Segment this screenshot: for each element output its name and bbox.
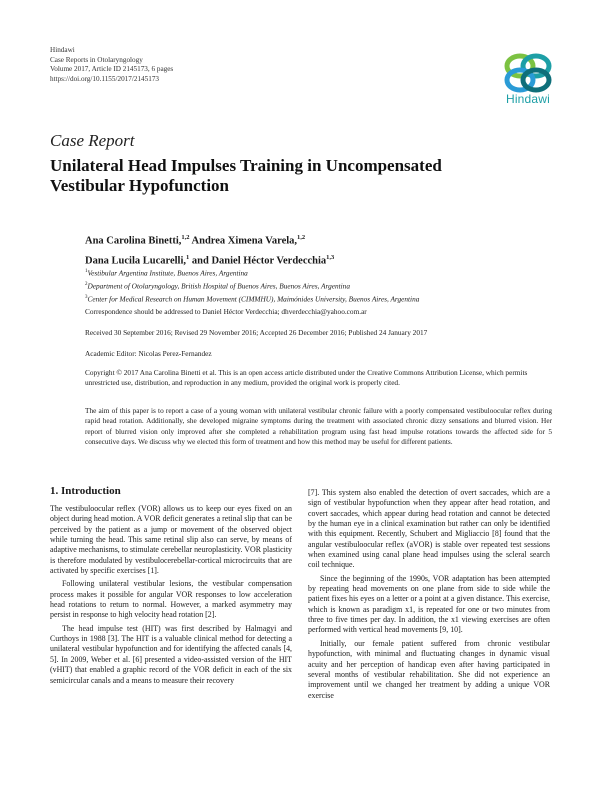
affiliation-text: Center for Medical Research on Human Movement (CIMMHU), Maimónides University, Buenos Aires, Argentina <box>87 294 420 304</box>
author-name: Dana Lucila Lucarelli, <box>85 255 187 266</box>
article-type: Case Report <box>50 131 135 150</box>
correspondence: Correspondence should be addressed to Daniel Héctor Verdecchia; dhverdecchia@yahoo.com.ar <box>85 307 367 316</box>
affiliation-item <box>85 279 545 292</box>
author-list <box>85 230 535 269</box>
author-name: Ana Carolina Binetti, <box>85 235 182 247</box>
abstract-text: The aim of this paper is to report a case of a young woman with unilateral vestibular chronic failure with a poorly compensated vestibuloocular reflex during rapid head rotation. Additionally, she developed migraine symptoms during the treatment with associated chronic dizzy sensations and blurred vision. Her report of blurred vision only improved after she completed a rehabilitation program using fast head impulse rotations towards the affected side for 5 consecutive days. We discuss why we elected this form of treatment and how this method may be useful for different patients. <box>85 406 552 447</box>
body-paragraph: Following unilateral vestibular lesions, the vestibular compensation process makes it possible for angular VOR responses to low acceleration head rotations to return to normal. However, a marked asymmetry may persist in response to high velocity head rotation [2]. <box>50 579 292 620</box>
body-paragraph: Since the beginning of the 1990s, VOR adaptation has been attempted by repeating head movements on one plane from side to side while the patient fixes his eyes on a letter or a point at a given distance. This exercise, which is known as paradigm x1, is repeated for one or two minutes from three to five times per day. In addition, the x1 viewing exercises are often performed with vertical head movements [9, 10]. <box>308 573 550 635</box>
author-name: and Daniel Héctor Verdecchia <box>191 255 327 266</box>
body-paragraph: The vestibuloocular reflex (VOR) allows us to keep our eyes fixed on an object during head motion. A VOR deficit generates a retinal slip that can be perceived by the patient as a jump or movement of the observed object while turning the head. This same retinal slip also can serve, by means of adaptive mechanisms, to stimulate cerebellar neuroplasticity. VOR plasticity is therefore modulated by vestibulocerebellar-cortical microcircuits that are activated by specific exercises [1]. <box>50 504 292 576</box>
journal-header <box>50 46 173 84</box>
affiliation-number: 3 <box>85 294 88 300</box>
author-name: Andrea Ximena Varela, <box>191 235 298 247</box>
academic-editor: Academic Editor: Nicolas Perez-Fernandez <box>85 349 212 358</box>
copyright-notice: Copyright © 2017 Ana Carolina Binetti et al. This is an open access article distributed under the Creative Commons Attribution License, which permits unrestricted use, distribution, and reproduction in any medium, provided the original work is properly cited. <box>85 368 528 387</box>
author-affil-ref: 1,2 <box>181 234 190 241</box>
affiliation-text: Vestibular Argentina Institute, Buenos Aires, Argentina <box>87 268 248 278</box>
section-heading: 1. Introduction <box>50 485 121 497</box>
journal-name: Case Reports in Otolaryngology <box>50 55 143 64</box>
article-dates: Received 30 September 2016; Revised 29 November 2016; Accepted 26 December 2016; Published 24 January 2017 <box>85 328 428 337</box>
author-affil-ref: 1 <box>186 253 190 261</box>
affiliation-item <box>85 266 545 279</box>
doi-link[interactable]: https://doi.org/10.1155/2017/2145173 <box>50 74 160 83</box>
affiliation-item <box>85 292 545 305</box>
affiliation-text: Department of Otolaryngology, British Hospital of Buenos Aires, Buenos Aires, Argentina <box>87 281 350 291</box>
affiliation-number: 1 <box>85 269 88 274</box>
author-affil-ref: 1,3 <box>326 253 335 261</box>
body-paragraph: [7]. This system also enabled the detection of overt saccades, which are a sign of vestibular hypofunction when they appear after head rotation, and covert saccades, which appear during head rotation and cannot be detected by the human eye in a clinical examination but rather can only be identified with this equipment. Recently, Schubert and Migliaccio [8] found that the angular vestibuloocular reflex (aVOR) is stable over repeated test sessions when examined using canal plane head impulses using the scleral search coil technique. <box>308 488 550 570</box>
affiliation-number: 2 <box>85 281 88 287</box>
body-column-left <box>50 504 292 689</box>
article-title: Unilateral Head Impulses Training in Uncompensated Vestibular Hypofunction <box>50 156 442 195</box>
affiliation-list <box>85 266 545 305</box>
author-affil-ref: 1,2 <box>297 234 306 241</box>
publisher-name: Hindawi <box>50 46 75 54</box>
hindawi-wordmark: Hindawi <box>505 92 551 106</box>
volume-info: Volume 2017, Article ID 2145173, 6 pages <box>50 65 174 73</box>
body-paragraph: The head impulse test (HIT) was first described by Halmagyi and Curthoys in 1988 [3]. The HIT is a valuable clinical method for detecting a unilateral vestibular hypofunction and for identifying the affected canals [4, 5]. In 2009, Weber et al. [6] presented a video-assisted version of the HIT (vHIT) that enabled a graphic record of the VOR deficit in each of the six semicircular canals and a means to measure their recovery <box>50 623 292 685</box>
body-column-right <box>308 488 550 704</box>
body-paragraph: Initially, our female patient suffered from chronic vestibular hypofunction, with minimal and fluctuating changes in dynamic visual acuity and her perception of handicap even after having participated in several months of vestibular rehabilitation. She did not experience an improvement until we changed her treatment by adding a unique VOR exercise <box>308 638 550 700</box>
